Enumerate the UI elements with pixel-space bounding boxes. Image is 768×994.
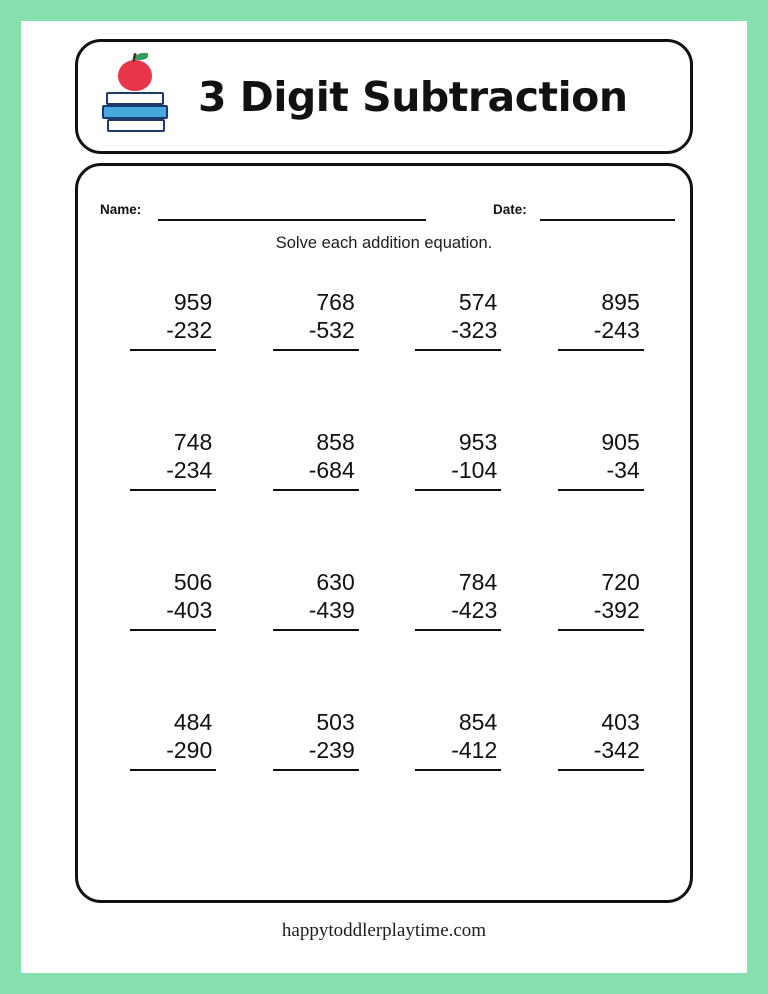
- problem-minuend: 768: [316, 289, 355, 315]
- name-input-line[interactable]: [158, 219, 426, 221]
- problem-minuend: 506: [173, 569, 213, 596]
- instructions-text: Solve each addition equation.: [275, 234, 493, 252]
- problem-item: [245, 708, 388, 771]
- problem-subtrahend: -323: [451, 317, 498, 344]
- problem-stack: [415, 428, 501, 491]
- problem-minuend: 720: [601, 569, 640, 596]
- problem-item: [387, 288, 530, 351]
- problem-item: [530, 428, 673, 491]
- problem-stack: [130, 568, 216, 631]
- problem-stack: [415, 288, 501, 351]
- problem-item: [245, 428, 388, 491]
- apple-icon: [118, 60, 152, 91]
- problem-minuend: 503: [316, 709, 355, 736]
- problem-subtrahend: -412: [451, 737, 498, 764]
- problem-minuend: 959: [173, 289, 213, 315]
- problem-stack: [273, 428, 359, 491]
- book-icon-top: [106, 92, 164, 105]
- problem-item: [102, 428, 245, 491]
- problem-subtrahend: -392: [593, 597, 640, 624]
- date-label: Date:: [493, 202, 527, 217]
- problem-stack: [130, 708, 216, 771]
- problems-grid: [102, 288, 672, 771]
- problem-item: [387, 708, 530, 771]
- problem-stack: [130, 288, 216, 351]
- name-label: Name:: [100, 202, 142, 217]
- problem-stack: [558, 708, 644, 771]
- worksheet-body-card: [75, 163, 693, 903]
- problem-minuend: 895: [601, 289, 640, 315]
- problem-stack: [558, 288, 644, 351]
- problem-subtrahend: -232: [166, 317, 213, 344]
- problem-minuend: 484: [173, 709, 213, 736]
- problem-subtrahend: -532: [308, 317, 355, 344]
- problem-subtrahend: -234: [166, 457, 213, 484]
- problem-minuend: 854: [458, 709, 498, 736]
- problem-item: [530, 288, 673, 351]
- worksheet-title-card: [75, 39, 693, 154]
- problem-stack: [415, 568, 501, 631]
- problem-stack: [558, 568, 644, 631]
- problem-item: [102, 288, 245, 351]
- problem-minuend: 630: [316, 569, 355, 596]
- problem-subtrahend: -243: [593, 317, 640, 344]
- problem-item: [530, 708, 673, 771]
- problem-minuend: 905: [601, 429, 640, 456]
- problem-stack: [273, 708, 359, 771]
- problem-stack: [273, 288, 359, 351]
- problem-minuend: 953: [458, 429, 498, 456]
- problem-stack: [130, 428, 216, 491]
- problem-item: [102, 708, 245, 771]
- problem-item: [387, 428, 530, 491]
- problem-minuend: 403: [601, 709, 640, 736]
- problem-subtrahend: -439: [308, 597, 355, 624]
- problem-subtrahend: -684: [308, 457, 355, 484]
- problem-subtrahend: -239: [308, 737, 355, 764]
- apple-on-books-icon: [96, 54, 182, 140]
- site-footer: happytoddlerplaytime.com: [281, 920, 487, 941]
- problem-item: [102, 568, 245, 631]
- problem-subtrahend: -423: [451, 597, 498, 624]
- problem-item: [387, 568, 530, 631]
- problem-item: [245, 568, 388, 631]
- problem-subtrahend: -34: [606, 457, 640, 484]
- book-icon-bottom: [107, 119, 165, 132]
- problem-item: [245, 288, 388, 351]
- problem-stack: [415, 708, 501, 771]
- problem-stack: [558, 428, 644, 491]
- problem-subtrahend: -290: [166, 737, 213, 764]
- problem-subtrahend: -342: [593, 737, 640, 764]
- problem-minuend: 858: [316, 429, 355, 456]
- date-input-line[interactable]: [540, 219, 675, 221]
- problem-minuend: 574: [458, 289, 498, 315]
- problem-minuend: 748: [173, 429, 213, 456]
- problem-item: [530, 568, 673, 631]
- problem-subtrahend: -104: [451, 457, 498, 484]
- problem-minuend: 784: [458, 569, 498, 596]
- problem-stack: [273, 568, 359, 631]
- page-title: 3 Digit Subtraction: [198, 72, 628, 121]
- student-meta-row: [78, 196, 690, 226]
- problem-subtrahend: -403: [166, 597, 213, 624]
- book-icon-middle: [102, 105, 168, 119]
